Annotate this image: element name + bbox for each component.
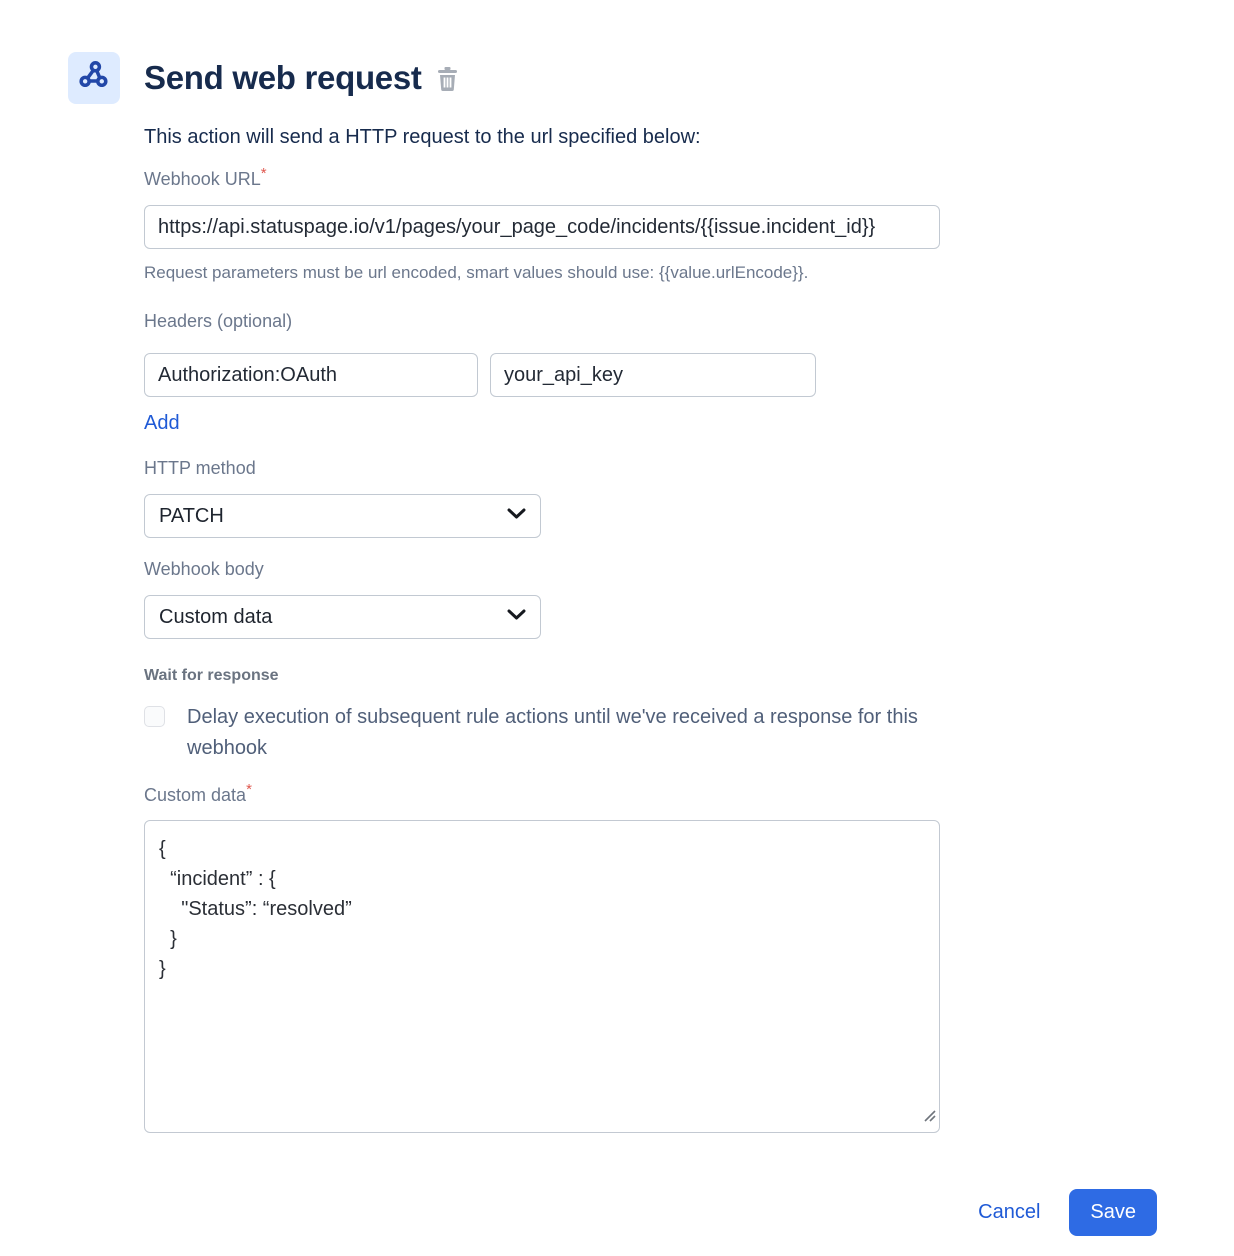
page-title: Send web request <box>144 59 422 96</box>
custom-data-textarea[interactable] <box>144 820 940 1133</box>
wait-for-response-label: Wait for response <box>144 667 279 684</box>
header <box>68 52 1234 104</box>
footer <box>0 1189 1234 1236</box>
headers-label: Headers (optional) <box>144 311 293 331</box>
chevron-down-icon <box>507 608 526 626</box>
save-button[interactable]: Save <box>1069 1189 1157 1236</box>
webhook-body-label: Webhook body <box>144 559 264 579</box>
webhook-body-select[interactable] <box>144 595 541 639</box>
wait-for-response-checkbox-label[interactable]: Delay execution of subsequent rule actions until we've received a response for this webhook <box>187 706 918 759</box>
http-method-label: HTTP method <box>144 458 256 478</box>
trash-icon <box>437 67 458 94</box>
wait-for-response-row <box>144 702 940 764</box>
http-method-select[interactable] <box>144 494 541 538</box>
header-value-input[interactable] <box>490 353 816 397</box>
header-name-input[interactable] <box>144 353 478 397</box>
webhook-icon-tile <box>68 52 120 104</box>
custom-data-field <box>144 820 940 1133</box>
action-description: This action will send a HTTP request to the url specified below: <box>144 126 701 148</box>
http-method-value: PATCH <box>159 504 224 527</box>
webhook-body-value: Custom data <box>159 605 273 628</box>
webhook-url-input[interactable] <box>144 205 940 249</box>
chevron-down-icon <box>507 507 526 525</box>
custom-data-label: Custom data* <box>144 781 252 805</box>
wait-for-response-checkbox[interactable] <box>144 706 165 727</box>
required-asterisk: * <box>246 781 252 798</box>
webhook-icon <box>77 59 111 98</box>
cancel-button[interactable]: Cancel <box>978 1201 1041 1223</box>
add-header-link[interactable]: Add <box>144 412 180 434</box>
header-row <box>144 353 940 397</box>
action-form <box>144 126 940 1133</box>
required-asterisk: * <box>260 165 267 182</box>
delete-action-button[interactable] <box>437 67 458 94</box>
webhook-url-helper: Request parameters must be url encoded, smart values should use: {{value.urlEncode}}. <box>144 263 809 282</box>
webhook-url-label: Webhook URL* <box>144 165 267 189</box>
